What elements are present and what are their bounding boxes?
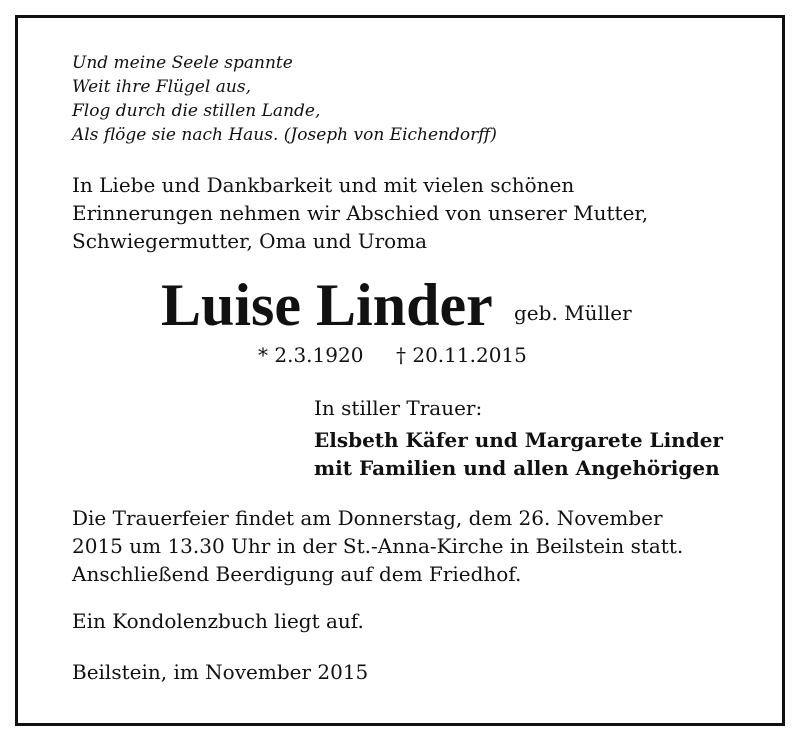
condolence-note: Ein Kondolenzbuch liegt auf. xyxy=(72,609,364,633)
poem-line: Weit ihre Flügel aus, xyxy=(72,77,251,97)
poem-line: Und meine Seele spannte xyxy=(72,53,293,73)
place-date: Beilstein, im November 2015 xyxy=(72,660,369,684)
mourners-line: mit Familien und allen Angehörigen xyxy=(314,456,720,480)
funeral-line: Anschließend Beerdigung auf dem Friedhof. xyxy=(72,562,522,586)
intro-line: In Liebe und Dankbarkeit und mit vielen schönen xyxy=(72,173,575,197)
birth-name: geb. Müller xyxy=(514,301,632,325)
poem-line: Als flöge sie nach Haus. (Joseph von Eichendorff) xyxy=(72,125,497,145)
mourners-line: Elsbeth Käfer und Margarete Linder xyxy=(314,428,723,452)
funeral-line: 2015 um 13.30 Uhr in der St.-Anna-Kirche in Beilstein statt. xyxy=(72,534,684,558)
poem-line: Flog durch die stillen Lande, xyxy=(72,101,321,121)
intro-line: Schwiegermutter, Oma und Uroma xyxy=(72,229,428,253)
deceased-name: Luise Linder xyxy=(161,272,493,338)
mourners-heading: In stiller Trauer: xyxy=(314,396,483,420)
funeral-line: Die Trauerfeier findet am Donnerstag, dem 26. November xyxy=(72,506,663,530)
birth-date: * 2.3.1920 xyxy=(258,343,364,367)
death-date: † 20.11.2015 xyxy=(396,343,527,367)
intro-line: Erinnerungen nehmen wir Abschied von unserer Mutter, xyxy=(72,201,649,225)
